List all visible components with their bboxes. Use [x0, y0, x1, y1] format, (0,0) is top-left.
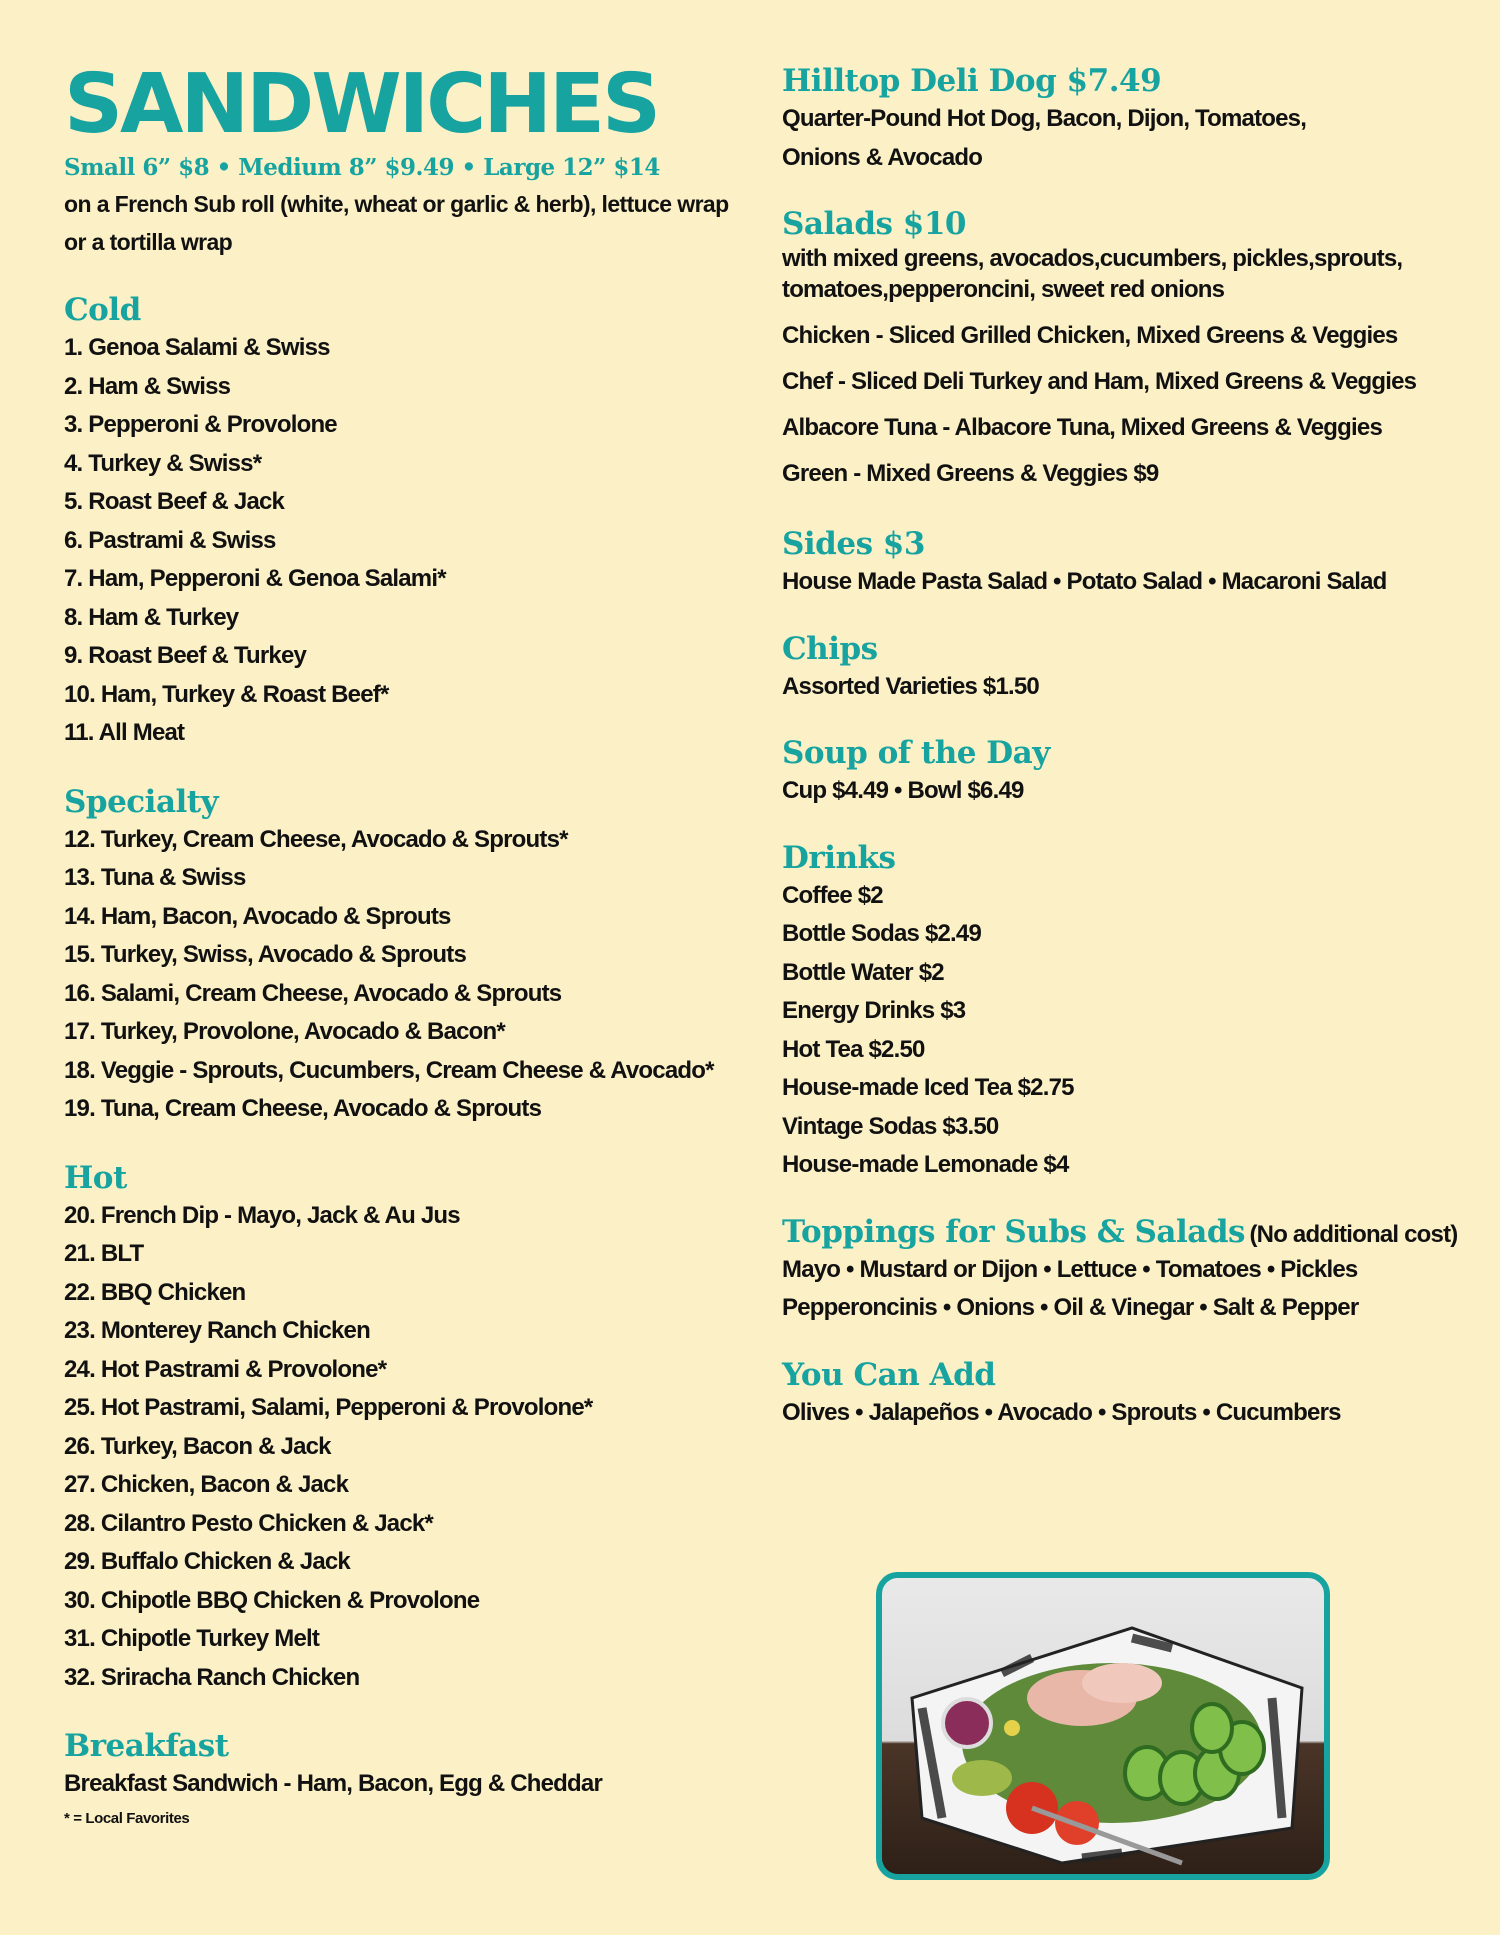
toppings-note: (No additional cost) — [1249, 1220, 1458, 1248]
specialty-item: 15. Turkey, Swiss, Avocado & Sprouts — [64, 941, 466, 968]
toppings-line: Pepperoncinis • Onions • Oil & Vinegar • Salt & Pepper — [782, 1294, 1359, 1321]
drinks-heading: Drinks — [782, 839, 896, 876]
hot-item: 23. Monterey Ranch Chicken — [64, 1317, 370, 1344]
cold-list — [64, 329, 744, 753]
cold-item: 7. Ham, Pepperoni & Genoa Salami* — [64, 565, 446, 592]
salads-heading: Salads $10 — [782, 206, 966, 242]
specialty-item: 19. Tuna, Cream Cheese, Avocado & Sprouts — [64, 1095, 542, 1122]
deli-dog-heading: Hilltop Deli Dog $7.49 — [782, 63, 1162, 99]
deli-dog-desc: Onions & Avocado — [782, 143, 983, 171]
cold-item: 11. All Meat — [64, 719, 185, 746]
deli-dog-desc: Quarter-Pound Hot Dog, Bacon, Dijon, Tomatoes, — [782, 105, 1307, 132]
hot-item: 26. Turkey, Bacon & Jack — [64, 1432, 331, 1460]
specialty-item: 12. Turkey, Cream Cheese, Avocado & Sprouts* — [64, 825, 568, 853]
chips-heading: Chips — [782, 630, 878, 667]
drink-item: Bottle Sodas $2.49 — [782, 920, 982, 947]
hot-item: 28. Cilantro Pesto Chicken & Jack* — [64, 1509, 433, 1537]
sides-heading: Sides $3 — [782, 526, 925, 562]
salad-plate-illustration — [882, 1578, 1324, 1874]
left-column — [64, 57, 744, 1827]
salad-item: Chef - Sliced Deli Turkey and Ham, Mixed Greens & Veggies — [782, 368, 1417, 395]
breakfast-item: Breakfast Sandwich - Ham, Bacon, Egg & Cheddar — [64, 1770, 602, 1797]
roll-description-line: on a French Sub roll (white, wheat or garlic & herb), lettuce wrap — [64, 191, 729, 217]
cold-item: 9. Roast Beef & Turkey — [64, 642, 307, 669]
salads-list — [782, 313, 1462, 497]
cold-item: 6. Pastrami & Swiss — [64, 526, 276, 554]
specialty-item: 17. Turkey, Provolone, Avocado & Bacon* — [64, 1018, 505, 1045]
specialty-list — [64, 821, 744, 1129]
hot-item: 22. BBQ Chicken — [64, 1278, 246, 1306]
drink-item: Hot Tea $2.50 — [782, 1035, 925, 1063]
chips-text: Assorted Varieties $1.50 — [782, 672, 1039, 700]
salad-item: Chicken - Sliced Grilled Chicken, Mixed Greens & Veggies — [782, 322, 1398, 349]
roll-description — [64, 185, 744, 261]
salad-item: Green - Mixed Greens & Veggies $9 — [782, 460, 1159, 487]
toppings-heading-row — [782, 1213, 1462, 1251]
cold-heading: Cold — [64, 292, 141, 328]
add-text: Olives • Jalapeños • Avocado • Sprouts • Cucumbers — [782, 1398, 1341, 1426]
hot-item: 32. Sriracha Ranch Chicken — [64, 1663, 360, 1691]
drink-item: Bottle Water $2 — [782, 958, 944, 986]
hot-item: 31. Chipotle Turkey Melt — [64, 1625, 320, 1652]
hot-item: 21. BLT — [64, 1240, 144, 1267]
page-title: SANDWICHES — [64, 57, 659, 152]
drink-item: Coffee $2 — [782, 881, 883, 909]
toppings-heading: Toppings for Subs & Salads — [782, 1213, 1246, 1250]
cold-item: 2. Ham & Swiss — [64, 372, 231, 400]
toppings-line: Mayo • Mustard or Dijon • Lettuce • Tomatoes • Pickles — [782, 1255, 1358, 1283]
footnote: * = Local Favorites — [64, 1809, 190, 1827]
specialty-item: 16. Salami, Cream Cheese, Avocado & Sprouts — [64, 979, 562, 1007]
drink-item: House-made Iced Tea $2.75 — [782, 1074, 1074, 1101]
cold-item: 3. Pepperoni & Provolone — [64, 411, 337, 438]
hot-item: 20. French Dip - Mayo, Jack & Au Jus — [64, 1201, 460, 1229]
drink-item: House-made Lemonade $4 — [782, 1151, 1069, 1178]
hot-list — [64, 1197, 744, 1698]
hot-heading: Hot — [64, 1159, 127, 1196]
cold-item: 8. Ham & Turkey — [64, 603, 239, 631]
salads-desc: tomatoes,pepperoncini, sweet red onions — [782, 276, 1225, 303]
hot-item: 27. Chicken, Bacon & Jack — [64, 1471, 349, 1498]
drink-item: Vintage Sodas $3.50 — [782, 1112, 999, 1140]
cold-item: 1. Genoa Salami & Swiss — [64, 334, 330, 361]
specialty-item: 14. Ham, Bacon, Avocado & Sprouts — [64, 902, 451, 930]
salad-photo — [876, 1572, 1330, 1880]
hot-item: 25. Hot Pastrami, Salami, Pepperoni & Provolone* — [64, 1394, 593, 1421]
hot-item: 29. Buffalo Chicken & Jack — [64, 1548, 350, 1575]
specialty-heading: Specialty — [64, 783, 219, 820]
cold-item: 5. Roast Beef & Jack — [64, 488, 285, 515]
roll-description-line: or a tortilla wrap — [64, 229, 233, 255]
breakfast-heading: Breakfast — [64, 1728, 229, 1764]
hot-item: 30. Chipotle BBQ Chicken & Provolone — [64, 1586, 480, 1614]
specialty-item: 13. Tuna & Swiss — [64, 864, 246, 891]
drink-item: Energy Drinks $3 — [782, 997, 966, 1024]
right-column — [782, 62, 1462, 1432]
size-prices: Small 6” $8 • Medium 8” $9.49 • Large 12” $14 — [64, 154, 660, 181]
soup-heading: Soup of the Day — [782, 735, 1050, 771]
hot-item: 24. Hot Pastrami & Provolone* — [64, 1355, 387, 1383]
sides-text: House Made Pasta Salad • Potato Salad • Macaroni Salad — [782, 568, 1387, 595]
add-heading: You Can Add — [782, 1356, 996, 1393]
drinks-list — [782, 877, 1462, 1185]
soup-text: Cup $4.49 • Bowl $6.49 — [782, 777, 1024, 804]
salads-desc: with mixed greens, avocados,cucumbers, pickles,sprouts, — [782, 245, 1403, 272]
cold-item: 10. Ham, Turkey & Roast Beef* — [64, 680, 389, 708]
cold-item: 4. Turkey & Swiss* — [64, 449, 262, 477]
specialty-item: 18. Veggie - Sprouts, Cucumbers, Cream Cheese & Avocado* — [64, 1056, 714, 1084]
salad-item: Albacore Tuna - Albacore Tuna, Mixed Greens & Veggies — [782, 414, 1382, 441]
